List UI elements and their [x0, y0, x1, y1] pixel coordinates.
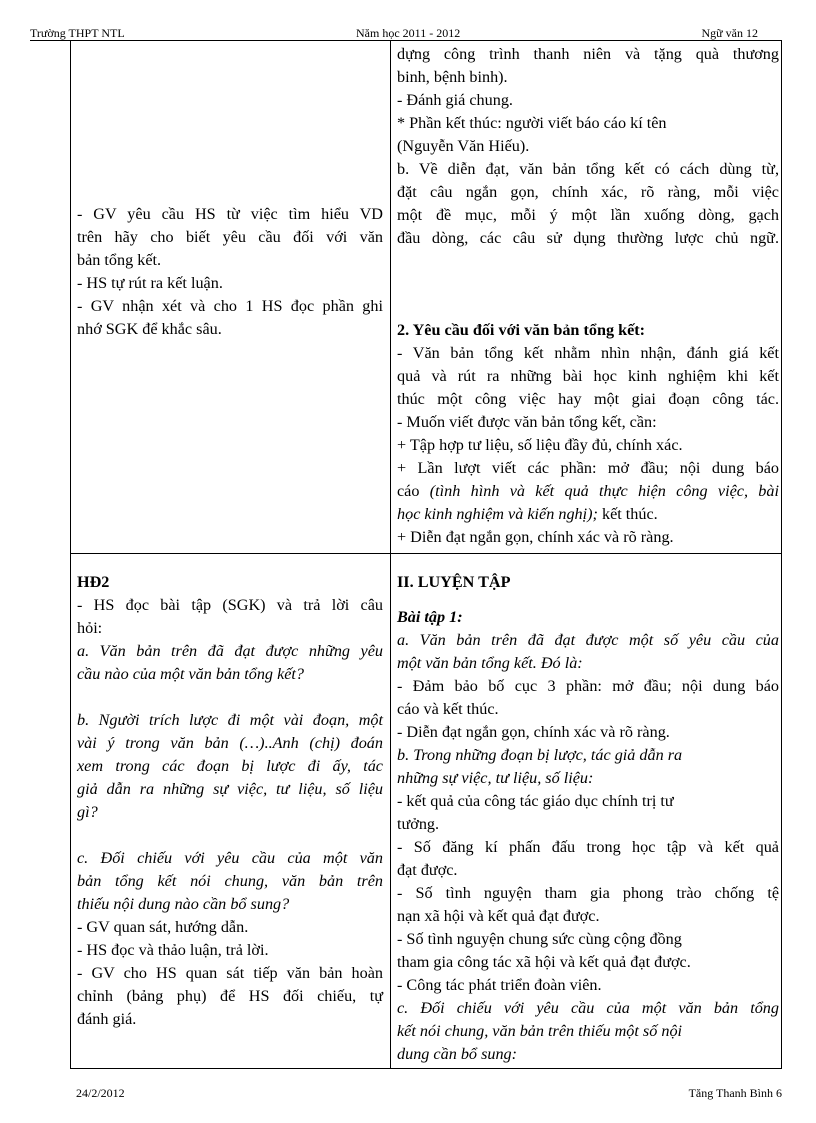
text-line: bản tổng kết.	[77, 251, 162, 269]
question-line: b. Người trích lược đi một vài đoạn, một	[77, 711, 383, 729]
answer-line: những sự việc, tư liệu, số liệu:	[397, 769, 594, 787]
footer-author-page: Tăng Thanh Bình 6	[688, 1086, 782, 1100]
text-line: - Đánh giá chung.	[397, 91, 513, 109]
text-line: + Lần lượt viết các phần: mở đầu; nội dung báo	[397, 459, 779, 477]
answer-line: dung cần bổ sung:	[397, 1045, 518, 1063]
text-span-italic: (tình hình và kết quả thực hiện công việc, bài	[429, 482, 779, 500]
header-year: Năm học 2011 - 2012	[356, 26, 461, 40]
text-line-mixed	[397, 503, 779, 526]
question-line: giả dẫn ra những sự việc, tư liệu, số liệu	[77, 780, 383, 798]
text-line: * Phần kết thúc: người viết báo cáo kí tên	[397, 114, 667, 132]
text-line: trên hãy cho biết yêu cầu đối với văn	[77, 228, 383, 246]
answer-line: a. Văn bản trên đã đạt được một số yêu cầu của	[397, 631, 779, 649]
text-line: đặt câu ngắn gọn, chính xác, rõ ràng, mỗi việc	[397, 183, 779, 201]
text-line: tưởng.	[397, 815, 440, 833]
left-top-cell	[77, 203, 383, 341]
text-line: đạt được.	[397, 861, 458, 879]
text-line: - Diễn đạt ngắn gọn, chính xác và rõ ràng.	[397, 723, 670, 741]
lesson-table	[70, 40, 782, 1069]
text-line: - Đảm bảo bố cục 3 phần: mở đầu; nội dung báo	[397, 677, 779, 695]
text-line: đánh giá.	[77, 1010, 137, 1028]
text-line: - Số đăng kí phấn đấu trong học tập và kết quả	[397, 838, 779, 856]
activity-heading: HĐ2	[77, 573, 110, 591]
text-line: thúc một công việc hay một giai đoạn công tác.	[397, 390, 779, 408]
text-line: - Số tình nguyện chung sức cùng cộng đồng	[397, 930, 682, 948]
text-line: - GV yêu cầu HS từ việc tìm hiểu VD	[77, 205, 383, 223]
text-span: kết thúc.	[597, 505, 658, 523]
text-line: - HS đọc và thảo luận, trả lời.	[77, 941, 269, 959]
text-line: chỉnh (bảng phụ) để HS đối chiếu, tự	[77, 987, 383, 1005]
header-subject: Ngữ văn 12	[701, 26, 758, 40]
text-line: - kết quả của công tác giáo dục chính trị tư	[397, 792, 674, 810]
text-line: nạn xã hội và kết quả đạt được.	[397, 907, 600, 925]
text-line: đầu dòng, các câu sử dụng thường lược chủ ngữ.	[397, 229, 779, 247]
text-line: - HS đọc bài tập (SGK) và trả lời câu	[77, 596, 383, 614]
text-line-mixed	[397, 480, 779, 503]
text-line: - HS tự rút ra kết luận.	[77, 274, 223, 292]
section-heading-requirements: 2. Yêu cầu đối với văn bản tổng kết:	[397, 321, 646, 339]
answer-line: c. Đối chiếu với yêu cầu của một văn bản tổng	[397, 999, 779, 1017]
text-line: tham gia công tác xã hội và kết quả đạt được.	[397, 953, 691, 971]
text-span: cáo	[397, 482, 430, 500]
text-line: cáo và kết thúc.	[397, 700, 499, 718]
question-line: xem trong các đoạn bị lược đi ấy, tác	[77, 757, 383, 775]
text-span-italic: học kinh nghiệm và kiến nghị);	[397, 505, 598, 523]
text-line: dựng công trình thanh niên và tặng quà thương	[397, 45, 779, 63]
text-line: b. Về diễn đạt, văn bản tổng kết có cách dùng từ,	[397, 160, 779, 178]
text-line: - GV nhận xét và cho 1 HS đọc phần ghi	[77, 297, 383, 315]
text-line: - GV quan sát, hướng dẫn.	[77, 918, 249, 936]
question-line: gì?	[77, 803, 98, 821]
text-line: (Nguyễn Văn Hiếu).	[397, 137, 530, 155]
text-line: + Tập hợp tư liệu, số liệu đầy đủ, chính xác.	[397, 436, 683, 454]
text-line: hỏi:	[77, 619, 103, 637]
text-line: - Văn bản tổng kết nhằm nhìn nhận, đánh giá kết	[397, 344, 779, 362]
right-top-cell	[397, 43, 779, 549]
answer-line: b. Trong những đoạn bị lược, tác giả dẫn ra	[397, 746, 683, 764]
question-line: cầu nào của một văn bản tổng kết?	[77, 665, 305, 683]
section-heading-practice: II. LUYỆN TẬP	[397, 573, 511, 591]
question-line: bản tổng kết nói chung, văn bản trên	[77, 872, 383, 890]
answer-line: một văn bản tổng kết. Đó là:	[397, 654, 583, 672]
page-header	[30, 24, 758, 41]
text-line: - GV cho HS quan sát tiếp văn bản hoàn	[77, 964, 383, 982]
right-bottom-cell	[397, 571, 779, 1066]
question-line: thiếu nội dung nào cần bổ sung?	[77, 895, 290, 913]
column-divider	[390, 41, 391, 1068]
question-line: c. Đối chiếu với yêu cầu của một văn	[77, 849, 383, 867]
row-divider	[71, 553, 781, 554]
text-line: binh, bệnh binh).	[397, 68, 508, 86]
exercise-heading: Bài tập 1:	[397, 608, 463, 626]
text-line: + Diễn đạt ngắn gọn, chính xác và rõ ràng.	[397, 528, 674, 546]
header-school: Trường THPT NTL	[30, 26, 125, 40]
text-line: nhớ SGK để khắc sâu.	[77, 320, 222, 338]
question-line: vài ý trong văn bản (…)..Anh (chị) đoán	[77, 734, 383, 752]
question-line: a. Văn bản trên đã đạt được những yêu	[77, 642, 383, 660]
text-line: - Muốn viết được văn bản tổng kết, cần:	[397, 413, 657, 431]
text-line: - Công tác phát triển đoàn viên.	[397, 976, 602, 994]
left-bottom-cell	[77, 571, 383, 1031]
text-line: - Số tình nguyện tham gia phong trào chống tệ	[397, 884, 779, 902]
answer-line: kết nói chung, văn bản trên thiếu một số nội	[397, 1022, 683, 1040]
text-line: quả và rút ra những bài học kinh nghiệm khi kết	[397, 367, 779, 385]
footer-date: 24/2/2012	[76, 1086, 125, 1100]
text-line: một đề mục, mỗi ý một lần xuống dòng, gạch	[397, 206, 779, 224]
